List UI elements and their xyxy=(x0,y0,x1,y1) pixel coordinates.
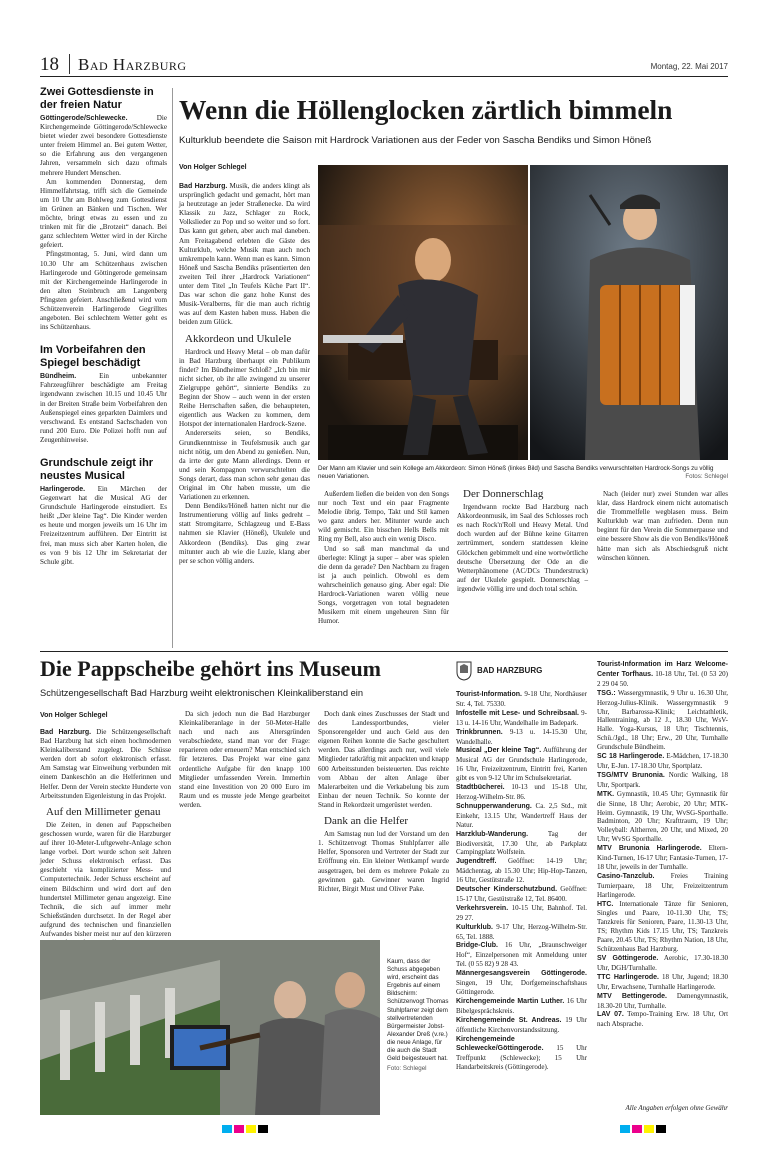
event-title: Verkehrsverein. xyxy=(456,904,509,912)
yellow-swatch xyxy=(644,1125,654,1133)
event-details: 10-15 Uhr, Bahnhof. Tel. 29 27. xyxy=(456,903,588,922)
event-title: Jugendtreff. xyxy=(456,858,497,866)
event-entry xyxy=(456,997,587,1016)
headline-gottesdienste: Zwei Gottesdienste in der freien Natur xyxy=(40,86,154,111)
events-box xyxy=(456,660,728,1120)
event-entry xyxy=(597,954,728,973)
event-details: Eltern-Kind-Turnen, 16-17 Uhr; Fantasie-Turnen, 17-18 Uhr, jeweils in der Turnhalle. xyxy=(597,844,729,871)
event-details: 10-18 Uhr, Tel. (0 53 20) 2 29 04 50. xyxy=(597,669,728,688)
event-details: Tag der Biodiversität, 17.30 Uhr, ab Parkplatz Campingplatz Wolfstein. xyxy=(456,829,587,857)
pianist-illustration xyxy=(318,165,528,460)
event-details: Nordic Walking, 18 Uhr, Sportpark. xyxy=(597,770,728,789)
event-entry xyxy=(597,752,728,771)
event-entry xyxy=(456,746,587,783)
event-entry xyxy=(597,900,728,954)
event-entry xyxy=(456,885,587,904)
event-title: Kirchengemeinde St. Andreas. xyxy=(456,1016,562,1024)
event-entry xyxy=(456,690,587,709)
black-swatch xyxy=(258,1125,268,1133)
article-spiegel: Bündheim. Ein unbekannter Fahrzeugführer beschädigte am Freitag irgendwann zwischen 10.15 und 10.45 Uhr in der Breiten Straße beim Vorbeifahren den Außenspiegel eines geparkten Daimlers und verschwand. Es entstand Sachschaden von rund 200 Euro. Die Polizei hofft nun auf Zeugenhinweise. xyxy=(40,372,167,444)
coat-of-arms-icon xyxy=(456,661,472,681)
main-photo-caption: Der Mann am Klavier und sein Kollege am Akkordeon: Simon Höneß (linkes Bild) und Sascha Bendiks verwurschtelten Hardrock-Songs zu völlig neuen Variationen. Fotos: Schlegel xyxy=(318,465,728,480)
event-entry xyxy=(456,830,587,858)
events-column-1 xyxy=(456,690,587,1120)
event-details: 18 Uhr, Jugend; 18.30 Uhr, Erwachsene, Turnhalle Harlingerode. xyxy=(597,972,729,991)
event-entry xyxy=(456,857,587,885)
event-entry xyxy=(597,689,728,752)
photo-shooting-range xyxy=(40,940,380,1115)
event-details: 9-13 u. 14-16 Uhr, Wandelhalle im Badepark. xyxy=(456,708,587,727)
event-details: Ca. 2,5 Std., mit Einkehr, 13.15 Uhr, Wandertreff Haus der Natur. xyxy=(456,801,588,829)
column-divider xyxy=(172,88,173,648)
author-byline: Von Holger Schlegel xyxy=(179,164,247,171)
main-article-column-1: Bad Harzburg. Musik, die anders klingt als ursprünglich gedacht und gemacht, hört man ja heutzutage an jeder Straßenecke. Da wird Klassik zu Jazz, Schlager zu Rock, Volkslieder zu Pop und so weiter und so fort. Das kann gut gehen, aber auch mal daneben. Am Freitagabend erlebten die Gäste des Kulturklub, welche Musik man auch noch umkrempeln kann. Wenn man es kann. Simon Höneß und Sascha Bendiks präsentierten den zweiten Teil ihrer „Hardrock Variationen“ unter dem Titel „In Teufels Küche Part II“. Das war schon die ganz hohe Kunst des Musik-Veralberns, für die man auch richtig was auf dem Kasten haben muss. Haben die beiden zum Glück. Akkordeon und Ukulele Hardrock und Heavy Metal – ob man dafür in Bad Harzburg überhaupt ein Publikum findet? Im Bündheimer Schloß? „Ich bin mir nicht sicher, ob ihr alle zwingend zu unserer Zielgruppe gehört“, sinnierte Bendiks zu Beginn der Show – auch wenn in der ersten Reihe Herrschaften saßen, die behaupteten, eigentlich aus Wacken zu kommen, dem Hotspot der internationalen Hardrock-Szene. Andererseits seien, so Bendiks, Grundkenntnisse in Teufelsmusik auch gar nicht nötig, um den Abend zu genießen. Nun, da irrte der gute Mann allerdings. Denn er und sein Kompagnon verwurschtelten die Songs derart, dass man schon sehr genau das Original im Ohr haben musste, um die Variationen zu erkennen. Denn Bendiks/Höneß hatten nicht nur die Instrumentierung völlig auf links gedreht – statt Stromgitarre, Schlagzeug und E-Bass nahmen sie Klavier (Höneß), Ukulele und Akkordeon (Bendiks). Das ging zwar mitunter auch ab wie die Luzie, klang aber per se schon völlig anders. xyxy=(179,182,310,565)
event-details: Internationale Tänze für Senioren, Singles und Paare, 10-11.30 Uhr, TS; Tanzkreis für Senioren, Paare, 11.30-13 Uhr, TS; Rhythm Kids 17.15 Uhr, TS; Tanzkreis Paare, 20.45 Uhr, TS; Rhythm Nation, 18 Uhr, Schützenhaus Bad Harzburg. xyxy=(597,899,729,954)
event-details: 9-13 u. 14-15.30 Uhr, Wandelhalle. xyxy=(456,727,587,746)
dateline: Harlingerode. xyxy=(40,486,86,493)
accordionist-illustration xyxy=(530,165,728,460)
event-title: Kulturklub. xyxy=(456,923,493,931)
main-article-column-2: Außerdem ließen die beiden von den Songs nur noch Text und ein paar Fragmente Melodie übrig. Tempo, Takt und Stil kamen wo ganz anders her. Mitunter wurde auch wild gemischt. Ein bisschen Hells Bells mit Ring my Bell, also auch ein wenig Disco. Und so saß man manchmal da und überlegte: Klingt ja super – aber was spielen die denn da gerade? Den Nachbarn zu fragen ist ja auch peinlich. Obwohl es dem wahrscheinlich genauso ging. Aber egal: Die Hardrock-Variationen waren völlig neue Songs, vorgetragen von total begnadeten Musikern mit einem ungeheuren Sinn für Humor. xyxy=(318,490,449,626)
event-title: Schnupperwanderung. xyxy=(456,802,532,810)
event-entry xyxy=(456,1016,587,1035)
event-details: 19 Uhr öffentliche Kirchenvorstandssitzung. xyxy=(456,1015,587,1034)
event-details: Singen, 19 Uhr, Dorfgemeinschaftshaus Göttingerode. xyxy=(456,979,587,996)
event-entry xyxy=(456,728,587,747)
events-column-2 xyxy=(597,660,728,1100)
subheading-millimeter: Auf den Millimeter genau xyxy=(46,805,161,818)
subheading-donnerschlag: Der Donnerschlag xyxy=(463,488,544,500)
event-title: Infostelle mit Lese- und Schreibsaal. xyxy=(456,709,579,717)
event-title: Tourist-Information. xyxy=(456,691,522,698)
event-title: MTV Bettingerode. xyxy=(597,992,667,1000)
event-details: 9-17 Uhr, Herzog-Wilhelm-Str. 65, Tel. 1888. xyxy=(456,922,587,941)
main-headline: Wenn die Höllenglocken zärtlich bimmeln xyxy=(179,94,673,125)
headline-spiegel: Im Vorbeifahren den Spiegel beschädigt xyxy=(40,344,146,370)
event-entry xyxy=(456,941,587,969)
event-entry xyxy=(456,904,587,923)
event-title: Deutscher Kinderschutzbund. xyxy=(456,886,558,894)
yellow-swatch xyxy=(246,1125,256,1133)
main-article-column-3: Der Donnerschlag Irgendwann rockte Bad Harzburg nach Akkordeonmusik, im Saal des Schlosses roch es nach Rock'n'Roll und Heavy Metal. Und doch wurden auf der Bühne keine Gitarren zertrümmert, sondern stattdessen kleine Glöckchen gebimmelt und eine wortwörtliche deutsche Übersetzung der Ode an die Wetterphänomene (AC/DCs Thunderstruck) auf der Ukulele gespielt. Donnerschlag – irgendwie völlig irre und doch total schön. xyxy=(457,488,588,593)
section-rule xyxy=(40,651,728,652)
event-title: LAV 07. xyxy=(597,1011,624,1019)
event-title: Musical „Der kleine Tag“. xyxy=(456,747,542,755)
event-entry xyxy=(597,790,728,844)
event-details: 9-18 Uhr, Nordhäuser Str. 4, Tel. 75330. xyxy=(456,690,587,708)
event-details: E-Mädchen, 17-18.30 Uhr, E-Jun. 17-18.30 Uhr, Sportplatz. xyxy=(597,752,728,770)
event-details: 16 Uhr, „Braunschweiger Hof“, Einzelpersonen mit Anmeldung unter Tel. (0 55 82) 9 28 43. xyxy=(456,941,587,969)
event-title: MTV Brunonia Harlingerode. xyxy=(597,845,702,853)
event-entry xyxy=(597,844,728,872)
museum-column-1: Bad Harzburg. Die Schützengesellschaft Bad Harzburg hat sich einen hochmodernen Kleinkaliberstand zugelegt. Die Schüsse werden dort ab sofort elektronisch erfasst. Am Samstag war Einweihung verbunden mit einem Dankeschön an die Helferinnen und Helfer. Denn der Verein steckte Hunderte von Arbeitsstunden Eigenleistung in das Projekt. Auf den Millimeter genau Die Zeiten, in denen auf Pappscheiben geschossen wurde, waren für die Harzburger auf ihrer 10-Meter-Luftgewehr-Anlage schon lange vorbei. Dort wurde schon seit Jahren jeder Schuss elektronisch erfasst. Das geschieht via komplizierter Mess- und Computertechnik. Jeder Schuss erscheint auf einem Bildschirm und wird dort auf den hundertstel Millimeter genau angezeigt. Eine Technik, die sich auf immer mehr Schießständen durchsetzt. In der Regel aber aufgrund des technischen und finanziellen Aufwandes bisher meist nur auf den kürzeren xyxy=(40,728,171,938)
event-title: Bridge-Club. xyxy=(456,942,498,950)
photo-credit: Foto: Schlegel xyxy=(387,1065,427,1073)
event-details: Aufführung der Musical AG der Grundschule Harlingerode, 16 Uhr, Freizeitzentrum, Eintritt frei, Karten gibt es von 9-12 Uhr im Schulsekretariat. xyxy=(456,746,587,783)
event-title: Männergesangsverein Göttingerode. xyxy=(456,970,587,978)
event-entry xyxy=(456,802,587,830)
photo-accordionist xyxy=(530,165,728,460)
museum-column-3: Doch dank eines Zuschusses der Stadt und des Landessportbundes, vieler Sponsorengelder und auch Geld aus den eigenen Reihen konnte die Sache geschultert werden. Das allerdings auch nur, weil viele Mitglieder tatkräftig mit anpackten und knapp 600 Arbeitsstunden beisteuerten. Das reichte vom Abbau der alten Anlage über Malerarbeiten und die Verkabelung bis zum Einbau der neuen Technik. So konnte der Stand in Rekordzeit umgerüstet werden. Dank an die Helfer Am Samstag nun lud der Vorstand um den 1. Schützenvogt Thomas Stuhlpfarrer alle Helfer, Sponsoren und Vertreter der Stadt zur Eröffnung ein. Ein kleiner Wettkampf wurde ausgetragen, bei dem es mehrere Pokale zu gewinnen gab. Gewinner waren Ingrid Richter, Birgit Must und Oliver Pake. xyxy=(318,710,449,893)
event-entry xyxy=(597,771,728,790)
article-gottesdienste: Göttingerode/Schlewecke. Die Kirchengemeinde Göttingerode/Schlewecke bietet wieder zwei besondere Gottesdienste unter freiem Himmel an. Bei gutem Wetter, so die Erfahrung aus den vergangenen Jahren, versammeln sich dazu oftmals mehrere Hundert Menschen. Am kommenden Donnerstag, dem Himmelfahrtstag, trifft sich die Gemeinde um 10 Uhr am Bohlweg zum Gottesdienst im Grünen an Bänken und Tischen. Wer möchte, bringt etwas zu essen und zu trinken mit für die „Brotzeit“ danach. Bei ganz schlechtem Wetter wird in der Kirche gefeiert. Pfingstmontag, 5. Juni, wird dann um 10.30 Uhr am Schützenhaus zwischen Harlingerode und Göttingerode gemeinsam mit der Kirchengemeinde Harlingerode in den alten Steinbruch am Langenberg Pfingsten gefeiert. Anschließend wird vom Schützenverein Harlingerode Gegrilltes angeboten. Bei schlechtem Wetter geht es ins Schützenhaus. xyxy=(40,114,167,332)
event-title: MTK. xyxy=(597,790,615,798)
events-disclaimer: Alle Angaben erfolgen ohne Gewähr xyxy=(625,1104,728,1112)
event-entry xyxy=(597,973,728,992)
event-title: Tourist-Information im Harz Welcome-Center Torfhaus. xyxy=(597,661,728,678)
event-details: Gymnastik, 10.45 Uhr; Gymnastik für die Sinne, 18 Uhr; Aerobic, 20 Uhr; MTK-Heim. Gymnastik, 19 Uhr, WvSG-Sporthalle. Badminton, 20 Uhr; Krafttraum, 19 Uhr; Volleyball: Altherren, 20 Uhr, und Mixed, 20 Uhr; WvSG Sporthalle. xyxy=(597,789,729,844)
magenta-swatch xyxy=(632,1125,642,1133)
subheading-akkordeon: Akkordeon und Ukulele xyxy=(185,332,292,345)
page-header xyxy=(40,52,728,76)
left-news-column xyxy=(40,86,167,652)
event-details: 15 Uhr Treffpunkt (Schlewecke); 15 Uhr Handarbeitskreis (Göttingerode). xyxy=(456,1044,588,1072)
event-title: TTC Harlingerode. xyxy=(597,973,659,981)
event-entry xyxy=(456,783,587,802)
header-divider xyxy=(69,54,70,74)
city-logo xyxy=(456,660,596,684)
event-details: Geöffnet: 15-17 Uhr, Gestütstraße 12, Tel. 86400. xyxy=(456,885,587,903)
event-title: SV Göttingerode. xyxy=(597,955,659,962)
event-details: Freies Training Turnierpaare, 18 Uhr, Freizeitzentrum Harlingerode. xyxy=(597,871,728,899)
header-rule xyxy=(40,76,728,77)
subheading-dank: Dank an die Helfer xyxy=(324,815,408,828)
event-details: 16 Uhr Bibelgesprächskreis. xyxy=(456,996,588,1015)
logo-text: BAD HARZBURG xyxy=(477,666,543,675)
event-entry xyxy=(597,660,728,689)
event-entry xyxy=(597,992,728,1011)
article-musical: Harlingerode. Ein Märchen der Gegenwart hat die Musical AG der Grundschule Harlingerode einstudiert. Es heißt „Der kleine Tag“. Die Kinder werden es heute und morgen jeweils um 16 Uhr im Freizeitzentrum aufführen. Der Eintritt ist frei, man muss sich aber Karten holen, die es von 9 bis 12 Uhr im Sekretariat der Schule gibt. xyxy=(40,485,167,566)
event-title: HTC. xyxy=(597,900,614,908)
event-entry xyxy=(456,709,587,728)
event-details: 10-13 und 15-18 Uhr, Herzog-Wilhelm-Str. 86. xyxy=(456,783,587,801)
event-title: Harzklub-Wanderung. xyxy=(456,830,529,838)
event-title: TSG/MTV Brunonia. xyxy=(597,771,665,779)
black-swatch xyxy=(656,1125,666,1133)
museum-author-byline: Von Holger Schlegel xyxy=(40,712,108,719)
event-details: Aerobic, 17.30-18.30 Uhr, DGH/Turnhalle. xyxy=(597,954,728,972)
cyan-swatch xyxy=(620,1125,630,1133)
event-entry xyxy=(456,969,587,997)
event-entry xyxy=(597,1010,728,1029)
color-bar-left xyxy=(222,1118,270,1137)
event-title: SC 18 Harlingerode. xyxy=(597,753,665,761)
museum-column-2: Da sich jedoch nun die Bad Harzburger Kleinkaliberanlage in der 50-Meter-Halle nach und nach aus Altersgründen verabschiedete, stand man vor der Frage: reparieren oder erneuern? Man entschied sich für letzteres. Das Projekt war eine ganz ordentliche Aufgabe für den knapp 100 Mitglieder umfassenden Verein. Immerhin stand eine Investition von 20 000 Euro im Raum und es musste jede Menge gearbeitet werden. xyxy=(179,710,310,809)
photo-pianist xyxy=(318,165,528,460)
page-number: 18 xyxy=(40,54,59,75)
event-details: Damengymnastik, 18.30-20 Uhr, Turnhalle. xyxy=(597,991,728,1010)
museum-photo-caption: Kaum, dass der Schuss abgegeben wird, erscheint das Ergebnis auf einem Bildschirm: Schützenvogt Thomas Stuhlpfarrer zeigt dem stellvertretenden Bürgermeister Jobst-Alexander Dreß (v.re.) die neue Anlage, für die auch die Stadt Geld beigesteuert hat. Foto: Schlegel xyxy=(387,958,449,1073)
shooting-range-illustration xyxy=(40,940,380,1115)
headline-musical: Grundschule zeigt ihr neustes Musical xyxy=(40,457,154,482)
event-title: Kirchengemeinde Schlewecke/Göttingerode. xyxy=(456,1035,544,1053)
event-title: TSG.: xyxy=(597,689,616,697)
event-entry xyxy=(597,872,728,900)
event-title: Kirchengemeinde Martin Luther. xyxy=(456,997,565,1005)
event-title: Casino-Tanzclub. xyxy=(597,872,655,880)
dateline: Bad Harzburg. xyxy=(40,729,92,736)
event-details: Wassergymnastik, 9 Uhr u. 16.30 Uhr, Herzog-Julius-Klinik. Wassergymnastik 9 Uhr, Barbarossa-Klinik; Leichtathletik, Hallentraining, ab 12 J., 18.30 Uhr, WsV-Halle. Yoga-Kursus, 18 Uhr; Tischtennis, Schü./Jgd., 18 Uhr; Erw., 20 Uhr, Turnhalle Grundschule Bündheim. xyxy=(597,688,728,752)
magenta-swatch xyxy=(234,1125,244,1133)
dateline: Göttingerode/Schlewecke. xyxy=(40,115,128,122)
section-title: Bad Harzburg xyxy=(78,55,187,74)
cyan-swatch xyxy=(222,1125,232,1133)
museum-headline: Die Pappscheibe gehört ins Museum xyxy=(40,656,381,681)
event-title: Stadtbücherei. xyxy=(456,784,505,792)
event-entry xyxy=(456,923,587,942)
issue-date: Montag, 22. Mai 2017 xyxy=(650,62,728,71)
photo-credit: Fotos: Schlegel xyxy=(685,473,728,480)
event-details: Geöffnet: 14-19 Uhr; Mädchentag, ab 15.30 Uhr; Hip-Hop-Tanzen, 16 Uhr, Gestütstraße 12. xyxy=(456,857,587,885)
dateline: Bündheim. xyxy=(40,373,77,381)
museum-subheadline: Schützengesellschaft Bad Harzburg weiht elektronischen Kleinkaliberstand ein xyxy=(40,688,363,698)
main-article-column-4: Nach (leider nur) zwei Stunden war alles klar, dass Hardrock einem nicht automatisch die Trommelfelle wegblasen muss. Beim Kulturklub war man zufrieden. Denn nun beginnt für den Verein die Sommerpause und eine bessere Show als die von Bendiks/Höneß hätte man sich als Abschiedsgruß nicht wünschen können. xyxy=(597,490,728,562)
event-entry xyxy=(456,1035,587,1073)
dateline: Bad Harzburg. xyxy=(179,183,228,190)
color-bar-right xyxy=(620,1118,668,1137)
event-title: Trinkbrunnen. xyxy=(456,728,503,736)
event-details: Tempo-Training Erw. 18 Uhr, Ort nach Absprache. xyxy=(597,1010,729,1029)
main-subheadline: Kulturklub beendete die Saison mit Hardrock Variationen aus der Feder von Sascha Bendiks und Simon Höneß xyxy=(179,135,652,146)
